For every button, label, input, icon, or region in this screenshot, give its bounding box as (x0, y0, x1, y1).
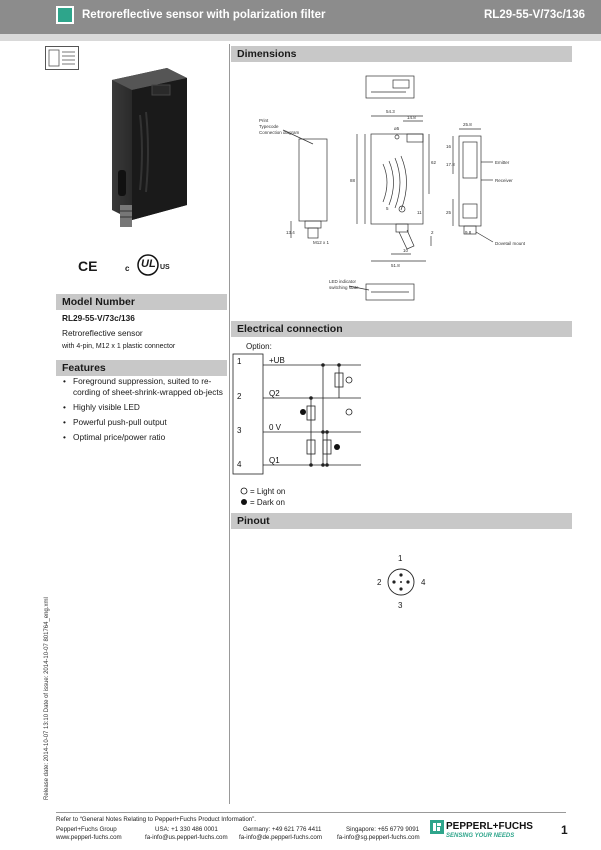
ul-us-label: US (160, 264, 170, 271)
footer-sg-mail[interactable]: fa-info@sg.pepperl-fuchs.com (337, 834, 420, 841)
legend-symbols (239, 486, 249, 508)
pin-2-label: Q2 (269, 389, 280, 398)
column-divider (229, 44, 230, 804)
pinout-pin-1: 1 (398, 554, 403, 563)
label-receiver: Receiver (495, 178, 513, 183)
pinout-pin-4: 4 (421, 578, 426, 587)
footer-de-phone: Germany: +49 621 776 4411 (243, 826, 322, 833)
pin-3-number: 3 (237, 426, 242, 435)
pinout-connector-diagram (385, 566, 417, 598)
section-electrical: Electrical connection (231, 321, 572, 337)
page-header (0, 0, 601, 34)
section-dimensions: Dimensions (231, 46, 572, 62)
dim-88: 88 (350, 178, 356, 183)
pinout-pin-2: 2 (377, 578, 382, 587)
brand-slogan: SENSING YOUR NEEDS (446, 833, 515, 839)
dim-25-8: 25.8 (463, 122, 472, 127)
option-label: Option: (246, 342, 272, 351)
label-typecode: Typecode (259, 124, 279, 129)
feature-item: • Powerful push-pull output (62, 417, 227, 428)
footer-web[interactable]: www.pepperl-fuchs.com (56, 834, 122, 841)
footer-divider (56, 812, 566, 813)
ul-c-label: c (125, 264, 130, 273)
footer-sg-phone: Singapore: +65 6779 9091 (346, 826, 420, 833)
dim-2: 2 (431, 230, 434, 235)
connection-diagram-icon (45, 46, 79, 70)
ce-mark: CE (78, 258, 98, 274)
section-pinout: Pinout (231, 513, 572, 529)
footer-refer: Refer to “General Notes Relating to Pepperl+Fuchs Product Information”. (56, 816, 256, 823)
dim-16: 16 (446, 144, 452, 149)
electrical-diagram (231, 350, 391, 480)
footer-usa-mail[interactable]: fa-info@us.pepperl-fuchs.com (145, 834, 228, 841)
features-list (62, 376, 227, 447)
label-emitter: Emitter (495, 160, 510, 165)
pin-2-number: 2 (237, 392, 242, 401)
model-type: Retroreflective sensor (62, 328, 143, 338)
legend-light-on: = Light on (250, 487, 286, 496)
release-info: Release date: 2014-10-07 13:10 Date of issue: 2014-10-07 801764_eng.xml (44, 597, 50, 800)
header-logo-square (56, 6, 74, 24)
dim-14-8: 14.8 (407, 115, 416, 120)
pin-1-label: +UB (269, 356, 285, 365)
dim-11: 11 (417, 210, 422, 215)
model-code: RL29-55-V/73c/136 (62, 313, 135, 323)
model-description: with 4-pin, M12 x 1 plastic connector (62, 343, 176, 350)
pin-1-number: 1 (237, 357, 242, 366)
dim-62: 62 (431, 160, 437, 165)
footer-usa-phone: USA: +1 330 486 0001 (155, 826, 218, 833)
legend-dark-on: = Dark on (250, 498, 285, 507)
dim-5: 5 (386, 206, 389, 211)
dim-phi5: ø5 (394, 126, 400, 131)
pinout-pin-3: 3 (398, 601, 403, 610)
footer-de-mail[interactable]: fa-info@de.pepperl-fuchs.com (239, 834, 322, 841)
label-thread: M12 x 1 (313, 240, 330, 245)
section-model-number: Model Number (56, 294, 227, 310)
pin-3-label: 0 V (269, 423, 282, 432)
dim-51-8: 51.8 (391, 263, 400, 268)
header-subbar (0, 34, 601, 41)
dim-54-3: 54.3 (386, 109, 395, 114)
dimensions-drawing (231, 64, 572, 314)
pin-4-number: 4 (237, 460, 242, 469)
product-photo (92, 60, 207, 235)
pin-4-label: Q1 (269, 456, 280, 465)
brand-logo-icon (430, 820, 444, 834)
page-title: Retroreflective sensor with polarization filter (82, 9, 326, 21)
brand-name: PEPPERL+FUCHS (446, 821, 533, 832)
label-print: Print (259, 118, 269, 123)
dim-10: 10 (403, 248, 409, 253)
dim-25: 25 (446, 210, 452, 215)
dim-13-4: 13.4 (286, 230, 295, 235)
footer-group: Pepperl+Fuchs Group (56, 826, 117, 833)
page-number: 1 (561, 823, 568, 837)
label-switching-state: switching state (329, 285, 359, 290)
dim-17-8: 17.8 (446, 162, 455, 167)
ul-label: UL (141, 258, 156, 270)
label-dovetail: Dovetail mount (495, 241, 526, 246)
feature-item: • Optimal price/power ratio (62, 432, 227, 443)
section-features: Features (56, 360, 227, 376)
label-led-indicator: LED indicator (329, 279, 357, 284)
dim-9-8: 9.8 (465, 230, 472, 235)
feature-item: • Highly visible LED (62, 402, 227, 413)
label-connection-diagram: Connection diagram (259, 130, 300, 135)
feature-item: • Foreground suppression, suited to re-cording of sheet-shrink-wrapped ob-jects (62, 376, 227, 398)
product-code: RL29-55-V/73c/136 (483, 9, 585, 21)
